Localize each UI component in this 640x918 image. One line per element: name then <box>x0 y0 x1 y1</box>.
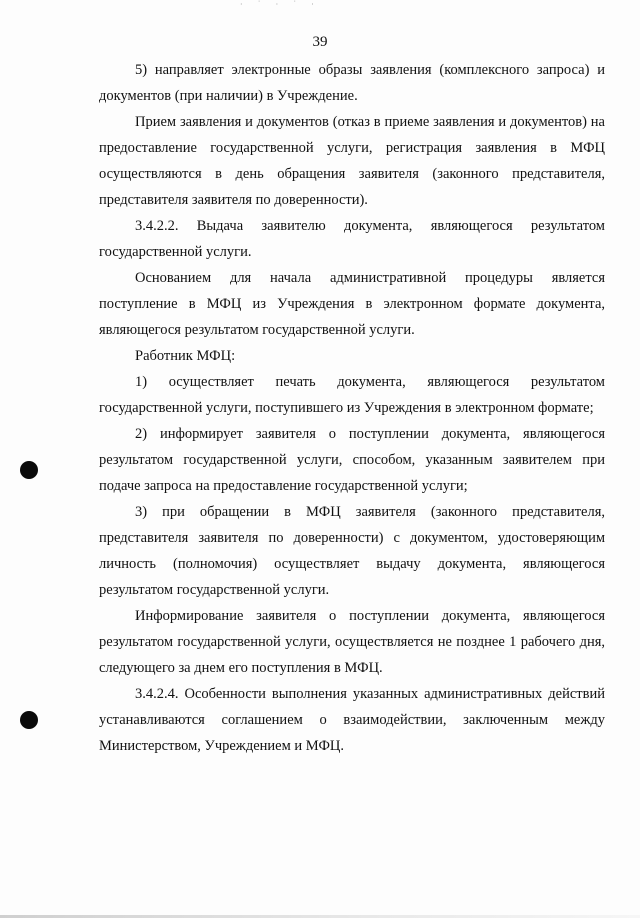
binder-hole-icon <box>20 461 38 479</box>
paragraph: Основанием для начала административной процедуры является поступление в МФЦ из Учреждения в электронном формате документа, являющегося результатом государственной услуги. <box>99 270 605 338</box>
scan-artifact: · ˙ · ˙ · <box>240 0 320 9</box>
binder-hole-icon <box>20 711 38 729</box>
paragraph: Прием заявления и документов (отказ в приеме заявления и документов) на предоставление государственной услуги, регистрация заявления в МФЦ осуществляются в день обращения заявителя (законного представителя, представителя заявителя по доверенности). <box>99 114 605 208</box>
section-heading: 3.4.2.2. Выдача заявителю документа, являющегося результатом государственной услуги. <box>99 218 605 260</box>
section-heading: 3.4.2.4. Особенности выполнения указанных административных действий устанавливаются соглашением о взаимодействии, заключенным между Министерством, Учреждением и МФЦ. <box>99 686 605 754</box>
paragraph: 5) направляет электронные образы заявления (комплексного запроса) и документов (при наличии) в Учреждение. <box>99 62 605 104</box>
page-number: 39 <box>312 34 328 50</box>
paragraph: Информирование заявителя о поступлении документа, являющегося результатом государственной услуги, осуществляется не позднее 1 рабочего дня, следующего за днем его поступления в МФЦ. <box>99 608 605 676</box>
list-item: 2) информирует заявителя о поступлении документа, являющегося результатом государственной услуги, способом, указанным заявителем при подаче запроса на предоставление государственной услуги; <box>99 426 605 494</box>
paragraph: Работник МФЦ: <box>135 348 236 364</box>
list-item: 1) осуществляет печать документа, являющегося результатом государственной услуги, поступившего из Учреждения в электронном формате; <box>99 374 605 416</box>
list-item: 3) при обращении в МФЦ заявителя (законного представителя, представителя заявителя по доверенности) с документом, удостоверяющим личность (полномочия) осуществляет выдачу документа, являющегося результатом государственной услуги. <box>99 504 605 598</box>
document-body <box>99 57 605 759</box>
